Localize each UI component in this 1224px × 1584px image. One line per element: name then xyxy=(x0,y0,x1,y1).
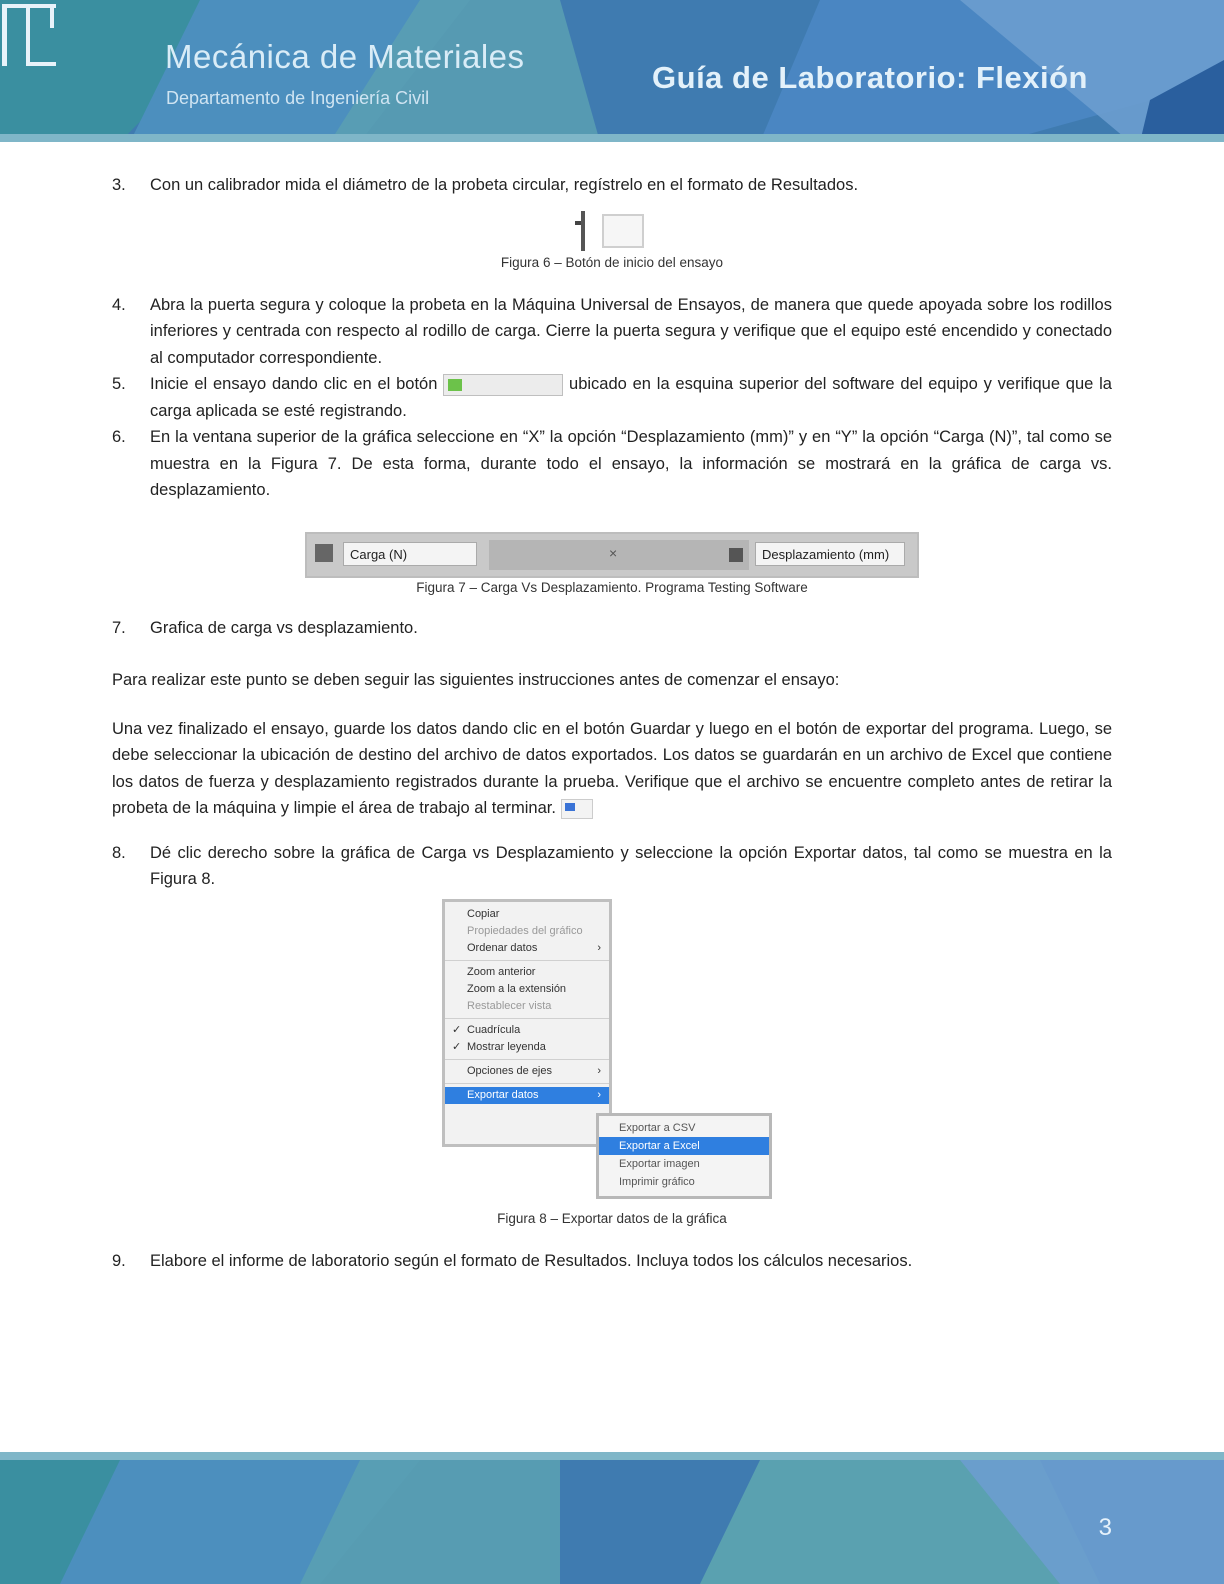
play-icon xyxy=(448,379,462,391)
context-menu-item-label: Zoom anterior xyxy=(467,965,536,978)
step-7 xyxy=(112,615,1112,642)
submenu-item[interactable]: Exportar a CSV xyxy=(619,1121,696,1134)
checkmark-icon: ✓ xyxy=(452,1040,462,1053)
axis-swap-area xyxy=(489,540,749,570)
context-menu-item[interactable] xyxy=(445,1039,609,1056)
start-test-button-image xyxy=(443,374,563,396)
figure-6 xyxy=(112,205,1112,253)
export-submenu xyxy=(596,1113,772,1199)
export-icon-mark xyxy=(565,803,575,811)
step-8 xyxy=(112,840,1112,893)
page-number: 3 xyxy=(1098,1514,1112,1541)
submenu-item[interactable]: Exportar a Excel xyxy=(599,1137,769,1155)
page-footer xyxy=(0,1452,1224,1584)
step-9 xyxy=(112,1248,1112,1275)
context-menu-item-label: Copiar xyxy=(467,907,500,920)
figure-8-caption: Figura 8 – Exportar datos de la gráfica xyxy=(497,1210,727,1226)
export-paragraph xyxy=(112,716,1112,822)
chevron-right-icon: › xyxy=(597,941,601,954)
university-logo xyxy=(0,0,58,70)
step-number: 7. xyxy=(112,618,126,637)
context-menu-item[interactable] xyxy=(445,906,609,923)
context-menu-item-label: Propiedades del gráfico xyxy=(467,924,583,937)
guide-title: Guía de Laboratorio: Flexión xyxy=(652,60,1088,95)
context-menu-item-label: Exportar datos xyxy=(467,1088,539,1101)
step-text: En la ventana superior de la gráfica seleccione en “X” la opción “Desplazamiento (mm)” y en “Y” la opción “Carga (N)”, tal como se muestra en la Figura 7. De esta forma, durante todo el ensayo, la información se mostrará en la gráfica de carga vs. desplazamiento. xyxy=(150,428,1112,499)
step-text-after: ubicado en la esquina superior del software del equipo y verifique que la carga aplicada se esté registrando. xyxy=(150,375,1112,420)
page-content xyxy=(112,170,1112,1274)
close-icon[interactable]: × xyxy=(609,544,618,561)
context-menu-item-label: Mostrar leyenda xyxy=(467,1040,546,1053)
context-menu-item-label: Ordenar datos xyxy=(467,941,538,954)
step-4 xyxy=(112,292,1112,372)
context-menu-item[interactable] xyxy=(445,940,609,957)
menu-separator xyxy=(445,1083,609,1084)
step-text-before: Inicie el ensayo dando clic en el botón xyxy=(150,375,438,393)
step-text: Con un calibrador mida el diámetro de la probeta circular, regístrelo en el formato de Resultados. xyxy=(150,176,859,194)
footer-decoration xyxy=(0,1452,1224,1584)
context-menu-item[interactable] xyxy=(445,998,609,1015)
square-icon xyxy=(729,548,743,562)
menu-separator xyxy=(445,960,609,961)
chart-axis-toolbar xyxy=(305,532,919,578)
step-number: 3. xyxy=(112,176,126,194)
step-number: 8. xyxy=(112,843,126,862)
start-button-figure xyxy=(567,205,657,253)
step-text: Elabore el informe de laboratorio según el formato de Resultados. Incluya todos los cálculos necesarios. xyxy=(150,1251,913,1270)
menu-separator xyxy=(445,1018,609,1019)
step-text: Abra la puerta segura y coloque la probeta en la Máquina Universal de Ensayos, de manera que quede apoyada sobre los rodillos inferiores y centrada con respecto al rodillo de carga. Cierre la puerta segura y verifique que el equipo esté encendido y conectado al computador correspondiente. xyxy=(150,295,1112,367)
step-text: Dé clic derecho sobre la gráfica de Carga vs Desplazamiento y seleccione la opción Exportar datos, tal como se muestra en la Figura 8. xyxy=(150,843,1112,888)
context-menu-item[interactable] xyxy=(445,964,609,981)
submenu-item[interactable]: Imprimir gráfico xyxy=(619,1175,695,1188)
context-menu-item-label: Opciones de ejes xyxy=(467,1064,552,1077)
page-header xyxy=(0,0,1224,142)
context-menu-item-label: Cuadrícula xyxy=(467,1023,521,1036)
y-axis-select[interactable]: Desplazamiento (mm) xyxy=(755,542,905,566)
step-number: 9. xyxy=(112,1251,126,1270)
menu-separator xyxy=(445,1059,609,1060)
step-number: 4. xyxy=(112,295,126,314)
step-6 xyxy=(112,424,1112,504)
context-menu-item[interactable] xyxy=(445,1063,609,1080)
chevron-right-icon: › xyxy=(597,1088,601,1101)
context-menu-item[interactable] xyxy=(445,1087,609,1104)
course-title: Mecánica de Materiales xyxy=(165,38,525,75)
step-text: Grafica de carga vs desplazamiento. xyxy=(150,618,418,637)
checkbox-icon xyxy=(315,544,333,562)
step-number: 6. xyxy=(112,428,126,446)
context-menu-item-label: Zoom a la extensión xyxy=(467,982,567,995)
context-menu-item[interactable] xyxy=(445,1022,609,1039)
figure-7-caption: Figura 7 – Carga Vs Desplazamiento. Programa Testing Software xyxy=(416,579,808,595)
x-axis-select[interactable]: Carga (N) xyxy=(343,542,477,566)
step-number: 5. xyxy=(112,375,126,393)
context-menu-item[interactable] xyxy=(445,981,609,998)
checkmark-icon: ✓ xyxy=(452,1023,462,1036)
department-name: Departamento de Ingeniería Civil xyxy=(166,88,430,108)
submenu-item[interactable]: Exportar imagen xyxy=(619,1157,700,1170)
figure-6-caption: Figura 6 – Botón de inicio del ensayo xyxy=(500,254,724,270)
context-menu-item-label: Restablecer vista xyxy=(467,999,552,1012)
context-menu xyxy=(442,899,612,1147)
step-5 xyxy=(112,371,1112,424)
figure-8-context-menu xyxy=(442,899,782,1209)
export-icon xyxy=(561,799,593,819)
export-paragraph-text: Una vez finalizado el ensayo, guarde los datos dando clic en el botón Guardar y luego en el botón de exportar del programa. Luego, se debe seleccionar la ubicación de destino del archivo de datos exportados. Los datos se guardarán en un archivo de Excel que contiene los datos de fuerza y desplazamiento registrados durante la prueba. Verifique que el archivo se encuentre completo antes de retirar la probeta de la máquina y limpie el área de trabajo al terminar. xyxy=(112,719,1112,817)
intro-paragraph: Para realizar este punto se deben seguir las siguientes instrucciones antes de comenzar el ensayo: xyxy=(112,671,840,689)
chevron-right-icon: › xyxy=(597,1064,601,1077)
context-menu-item[interactable] xyxy=(445,923,609,940)
step-3 xyxy=(112,172,1112,199)
